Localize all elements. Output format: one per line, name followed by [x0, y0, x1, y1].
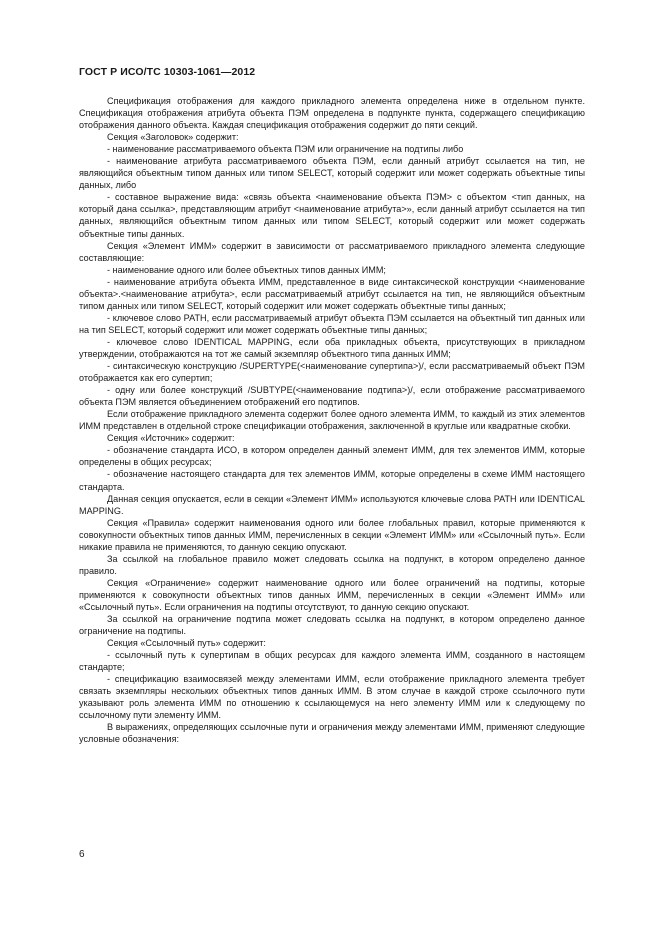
paragraph: В выражениях, определяющих ссылочные пути и ограничения между элементами ИММ, применяют следующие условные обозначения:	[79, 722, 585, 745]
list-item: - обозначение настоящего стандарта для тех элементов ИММ, которые определены в схеме ИММ настоящего стандарта.	[79, 469, 585, 492]
list-item: - наименование атрибута рассматриваемого объекта ПЭМ, если данный атрибут ссылается на тип, не являющийся объектным типом данных или типом SELECT, который содержит или может содержать объектные типы данных, либо	[79, 156, 585, 191]
paragraph: За ссылкой на глобальное правило может следовать ссылка на подпункт, в котором определено данное правило.	[79, 553, 585, 576]
paragraph: Секция «Источник» содержит:	[107, 433, 235, 444]
paragraph: За ссылкой на ограничение подтипа может следовать ссылка на подпункт, в котором определено данное ограничение на подтипы.	[79, 614, 585, 637]
list-item: - одну или более конструкций /SUBTYPE(<наименование подтипа>)/, если отображение рассматриваемого объекта ПЭМ является объединением отображений его подтипов.	[79, 385, 585, 408]
page-number: 6	[79, 849, 85, 860]
list-item: - обозначение стандарта ИСО, в котором определен данный элемент ИММ, для тех элементов ИММ, которые определены в общих ресурсах;	[79, 445, 585, 468]
paragraph: Секция «Заголовок» содержит:	[107, 132, 239, 143]
paragraph: Данная секция опускается, если в секции «Элемент ИММ» используются ключевые слова PATH или IDENTICAL MAPPING.	[79, 493, 585, 516]
list-item: - ключевое слово PATH, если рассматриваемый атрибут объекта ПЭМ ссылается на объектный тип данных или на тип SELECT, который содержит или может содержать объектные типы данных;	[79, 312, 585, 335]
list-item: - ссылочный путь к супертипам в общих ресурсах для каждого элемента ИММ, созданного в настоящем стандарте;	[79, 650, 585, 673]
list-item: - составное выражение вида: «связь объекта <наименование объекта ПЭМ> с объектом <тип данных, на который дана ссылка>, представляющим атрибут <наименование атрибута>», если данный атрибут ссылается на тип данных, являющийся объектным типом данных или типом SELECT, который содержит или может содержать объектные типы данных.	[79, 192, 585, 239]
list-item: - наименование атрибута объекта ИММ, представленное в виде синтаксической конструкции <наименование объекта>.<наименование атрибута>, если рассматриваемый атрибут ссылается на тип, не являющийся объектным типом данных или типом SELECT, который содержит или может содержать объектные типы данных;	[79, 276, 585, 311]
list-item: - наименование рассматриваемого объекта ПЭМ или ограничение на подтипы либо	[107, 144, 464, 155]
list-item: - спецификацию взаимосвязей между элементами ИММ, если отображение прикладного элемента требует связать экземпляры нескольких объектных типов данных ИММ. В этом случае в каждой строке ссылочного пути указывают роль элемента ИММ по отношению к ссылающемуся на него элементу ИММ или к следующему по ссылочному пути элементу ИММ.	[79, 674, 585, 721]
list-item: - синтаксическую конструкцию /SUPERTYPE(<наименование супертипа>)/, если рассматриваемый объект ПЭМ отображается как его супертип;	[79, 361, 585, 384]
paragraph: Если отображение прикладного элемента содержит более одного элемента ИММ, то каждый из этих элементов ИММ представлен в отдельной строке спецификации отображения, заключенной в круглые или квадратные скобки.	[79, 409, 585, 432]
paragraph: Секция «Ссылочный путь» содержит:	[107, 638, 266, 649]
document-header: ГОСТ Р ИСО/ТС 10303-1061—2012	[79, 66, 256, 78]
paragraph: Секция «Правила» содержит наименования одного или более глобальных правил, которые применяются к совокупности объектных типов данных ИММ, перечисленных в секции «Элемент ИММ» или «Ссылочный путь». Если никакие правила не применяются, то данную секцию опускают.	[79, 517, 585, 552]
paragraph: Секция «Ограничение» содержит наименование одного или более ограничений на подтипы, которые применяются к совокупности объектных типов данных ИММ, перечисленных в секции «Элемент ИММ» или «Ссылочный путь». Если ограничения на подтипы отсутствуют, то данную секцию опускают.	[79, 577, 585, 612]
list-item: - наименование одного или более объектных типов данных ИММ;	[107, 264, 386, 275]
document-body	[79, 95, 585, 746]
list-item: - ключевое слово IDENTICAL MAPPING, если оба прикладных объекта, присутствующих в прикладном утверждении, отображаются на тот же самый экземпляр объектного типа данных ИММ;	[79, 336, 585, 359]
paragraph: Секция «Элемент ИММ» содержит в зависимости от рассматриваемого прикладного элемента следующие составляющие:	[79, 240, 585, 263]
paragraph: Спецификация отображения для каждого прикладного элемента определена ниже в отдельном пункте. Спецификация отображения атрибута объекта ПЭМ определена в подпункте пункта, содержащего спецификацию отображения данного объекта. Каждая спецификация отображения содержит до пяти секций.	[79, 96, 585, 131]
